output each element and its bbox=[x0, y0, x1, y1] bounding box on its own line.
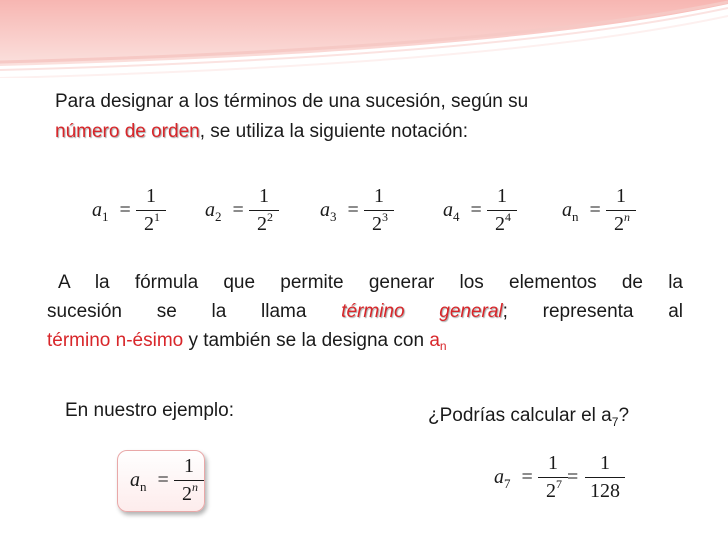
question-mark: ? bbox=[618, 405, 630, 426]
answer-term-denominator bbox=[540, 477, 568, 503]
notation-term-1-base: 2 bbox=[144, 213, 154, 235]
example-term-numerator: 1 bbox=[184, 455, 194, 477]
answer-term-base: 2 bbox=[546, 480, 556, 502]
definition-text-2: sucesión se la llama bbox=[47, 301, 307, 322]
notation-term-1-exponent: 1 bbox=[154, 210, 160, 224]
an-notation: $a_n$ bbox=[429, 330, 447, 353]
answer-result-numerator: 1 bbox=[600, 452, 610, 474]
definition-line-2 bbox=[47, 299, 683, 325]
notation-term-1-sub: 1 bbox=[102, 209, 109, 224]
notation-term-2-exponent: 2 bbox=[267, 210, 273, 224]
notation-term-3-fraction-bar bbox=[364, 210, 394, 211]
notation-term-4-fraction-bar bbox=[487, 210, 517, 211]
notation-term-2-lhs bbox=[205, 199, 244, 222]
notation-term-2-base: 2 bbox=[257, 213, 267, 235]
example-term-sub: n bbox=[140, 479, 147, 494]
answer-second-equals: = bbox=[567, 466, 579, 488]
notation-term-2-equals: = bbox=[227, 199, 244, 221]
notation-term-1-lhs bbox=[92, 199, 131, 222]
notation-term-5-sub: n bbox=[572, 209, 579, 224]
numero-de-orden-highlight: número de orden bbox=[55, 121, 200, 142]
notation-term-2-sub: 2 bbox=[215, 209, 222, 224]
notation-term-1-denominator bbox=[138, 210, 166, 236]
termino-general-highlight: término general bbox=[341, 301, 503, 322]
answer-term-sub: 7 bbox=[504, 476, 511, 491]
notation-term-2-numerator: 1 bbox=[259, 185, 269, 207]
notation-term-3-lhs bbox=[320, 199, 359, 222]
answer-result-denominator: 128 bbox=[590, 480, 620, 502]
example-term-base: 2 bbox=[182, 483, 192, 505]
notation-term-3-equals: = bbox=[342, 199, 359, 221]
notation-term-4-equals: = bbox=[465, 199, 482, 221]
notation-term-4-numerator: 1 bbox=[497, 185, 507, 207]
notation-term-5-denominator bbox=[608, 210, 636, 236]
example-term-fraction-bar bbox=[174, 480, 204, 481]
notation-term-3-numerator: 1 bbox=[374, 185, 384, 207]
notation-term-3-exponent: 3 bbox=[382, 210, 388, 224]
notation-term-3-denominator bbox=[366, 210, 394, 236]
example-term-lhs bbox=[130, 469, 169, 492]
intro-line-2 bbox=[55, 119, 468, 145]
notation-term-2-denominator bbox=[251, 210, 279, 236]
notation-term-1-var: a bbox=[92, 199, 102, 221]
definition-text: A la fórmula que permite generar los elementos de la bbox=[58, 272, 683, 293]
question-sub: 7 bbox=[611, 415, 619, 429]
answer-term-var: a bbox=[494, 466, 504, 488]
answer-term-fraction-bar bbox=[538, 477, 568, 478]
definition-line-1 bbox=[58, 270, 683, 296]
notation-term-4-base: 2 bbox=[495, 213, 505, 235]
notation-term-1-numerator: 1 bbox=[146, 185, 156, 207]
intro-text: Para designar a los términos de una sucesión, según su bbox=[55, 91, 529, 112]
question-label bbox=[428, 403, 629, 430]
notation-term-3-var: a bbox=[320, 199, 330, 221]
notation-term-4-denominator bbox=[489, 210, 517, 236]
intro-line-1 bbox=[55, 89, 528, 115]
notation-term-5-exponent: n bbox=[624, 210, 630, 224]
notation-term-2-fraction-bar bbox=[249, 210, 279, 211]
notation-term-5-equals: = bbox=[584, 199, 601, 221]
example-term-exponent: n bbox=[192, 480, 198, 494]
notation-term-3-sub: 3 bbox=[330, 209, 337, 224]
question-text: ¿Podrías calcular el a bbox=[428, 405, 612, 426]
notation-term-1-fraction-bar bbox=[136, 210, 166, 211]
notation-term-1-equals: = bbox=[114, 199, 131, 221]
notation-term-5-numerator: 1 bbox=[616, 185, 626, 207]
notation-term-2-var: a bbox=[205, 199, 215, 221]
definition-text-4: y también se la designa con bbox=[183, 330, 430, 351]
notation-term-4-var: a bbox=[443, 199, 453, 221]
notation-term-5-lhs bbox=[562, 199, 601, 222]
notation-term-5-var: a bbox=[562, 199, 572, 221]
notation-term-4-sub: 4 bbox=[453, 209, 460, 224]
header-decoration bbox=[0, 0, 728, 78]
definition-text-3: ; representa al bbox=[502, 301, 683, 322]
example-label bbox=[65, 398, 234, 424]
example-text: En nuestro ejemplo: bbox=[65, 400, 234, 421]
notation-term-5-base: 2 bbox=[614, 213, 624, 235]
answer-term-equals: = bbox=[516, 466, 533, 488]
example-term-equals: = bbox=[152, 469, 169, 491]
answer-term-numerator: 1 bbox=[548, 452, 558, 474]
notation-term-4-exponent: 4 bbox=[505, 210, 511, 224]
definition-line-3 bbox=[47, 328, 447, 355]
termino-n-esimo-highlight: término n-ésimo bbox=[47, 330, 184, 351]
answer-term-lhs bbox=[494, 466, 533, 489]
example-term-var: a bbox=[130, 469, 140, 491]
notation-term-3-base: 2 bbox=[372, 213, 382, 235]
notation-term-5-fraction-bar bbox=[606, 210, 636, 211]
answer-term-exponent: 7 bbox=[556, 477, 562, 491]
notation-term-4-lhs bbox=[443, 199, 482, 222]
intro-text-rest: , se utiliza la siguiente notación: bbox=[199, 121, 468, 142]
example-term-denominator bbox=[176, 480, 204, 506]
answer-result-bar bbox=[585, 477, 625, 478]
